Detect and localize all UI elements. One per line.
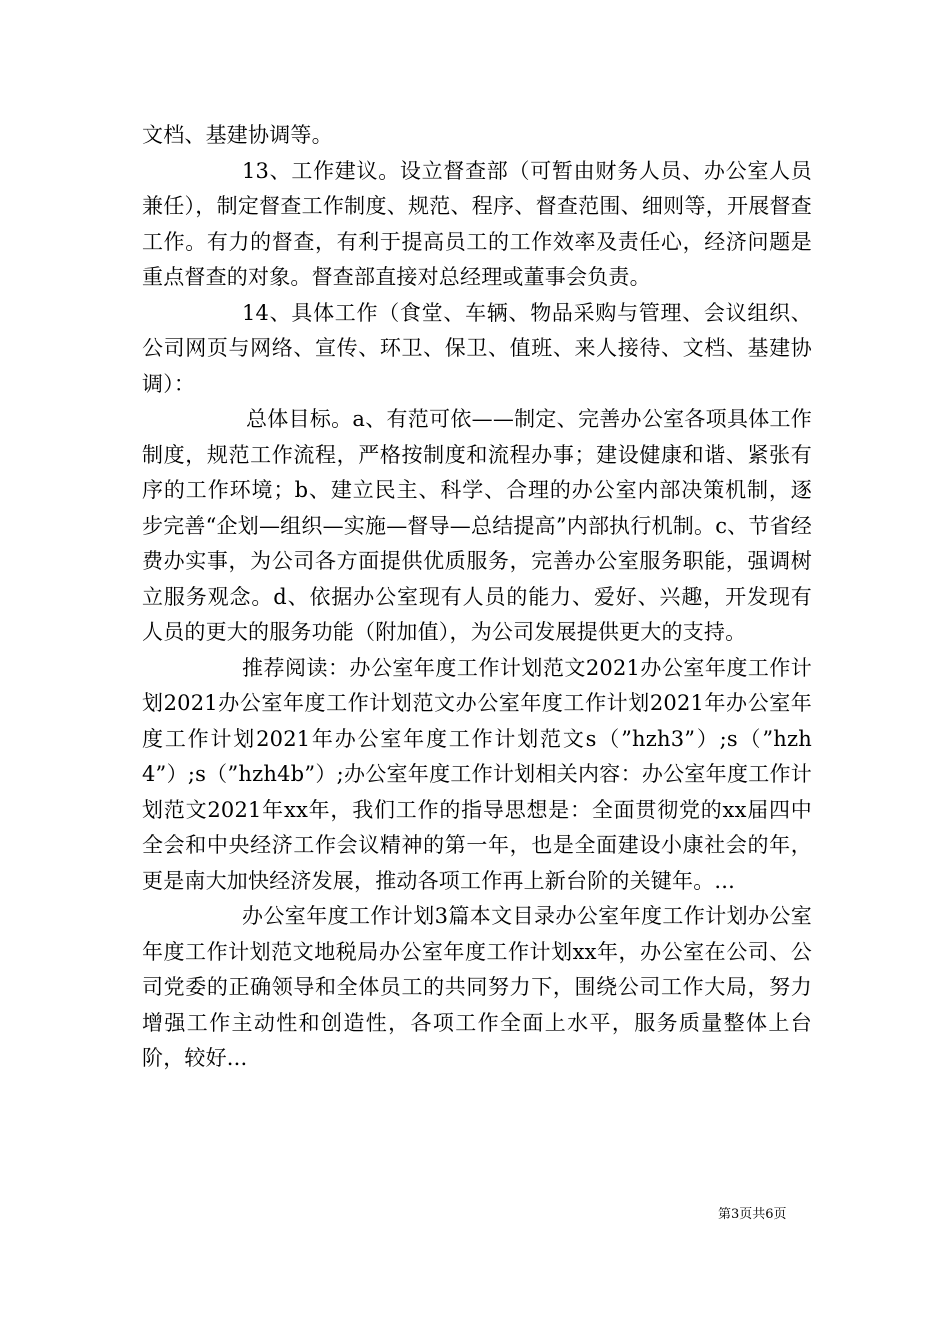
paragraph-continuation: 文档、基建协调等。 bbox=[142, 123, 333, 147]
page-number-footer: 第3页共6页 bbox=[718, 1207, 787, 1222]
document-body bbox=[142, 118, 812, 1077]
paragraph-annual-plan: 办公室年度工作计划3篇本文目录办公室年度工作计划办公室年度工作计划范文地税局办公室年度工作计划xx年，办公室在公司、公司党委的正确领导和全体员工的共同努力下，围绕公司工作大局，努力增强工作主动性和创造性，各项工作全面上水平，服务质量整体上台阶，较好... bbox=[142, 904, 812, 1070]
paragraph-work-suggestion: 13、工作建议。设立督查部（可暂由财务人员、办公室人员兼任），制定督查工作制度、规范、程序、督查范围、细则等，开展督查工作。有力的督查，有利于提高员工的工作效率及责任心，经济问题是重点督查的对象。督查部直接对总经理或董事会负责。 bbox=[142, 158, 812, 289]
paragraph-recommended-reading: 推荐阅读：办公室年度工作计划范文2021办公室年度工作计划2021办公室年度工作计划范文办公室年度工作计划2021年办公室年度工作计划2021年办公室年度工作计划范文s（”hzh3”）;s（”hzh4”）;s（”hzh4b”）;办公室年度工作计划相关内容：办公室年度工作计划范文2021年xx年，我们工作的指导思想是：全面贯彻党的xx届四中全会和中央经济工作会议精神的第一年，也是全面建设小康社会的年，更是南大加快经济发展，推动各项工作再上新台阶的关键年。... bbox=[142, 655, 812, 893]
paragraph-overall-goal: 总体目标。a、有范可依——制定、完善办公室各项具体工作制度，规范工作流程，严格按制度和流程办事；建设健康和谐、紧张有序的工作环境；b、建立民主、科学、合理的办公室内部决策机制，逐步完善“企划—组织—实施—督导—总结提高”内部执行机制。c、节省经费办实事，为公司各方面提供优质服务，完善办公室服务职能，强调树立服务观念。d、依据办公室现有人员的能力、爱好、兴趣，开发现有人员的更大的服务功能（附加值），为公司发展提供更大的支持。 bbox=[142, 407, 812, 644]
paragraph-specific-work: 14、具体工作（食堂、车辆、物品采购与管理、会议组织、公司网页与网络、宣传、环卫、保卫、值班、来人接待、文档、基建协调）： bbox=[142, 300, 812, 396]
